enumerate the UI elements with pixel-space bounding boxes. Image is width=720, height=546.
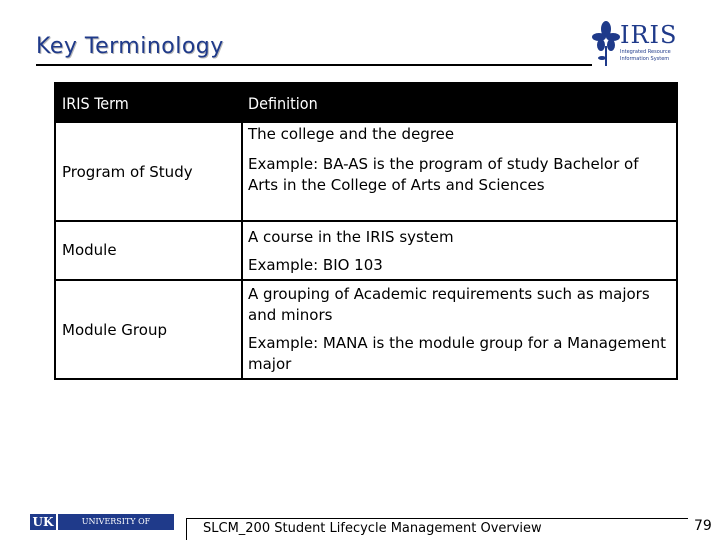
row-divider	[56, 279, 676, 281]
logo-tagline-2: Information System	[620, 56, 670, 62]
uk-logo	[30, 514, 174, 542]
flower-icon	[592, 20, 620, 68]
university-name: UNIVERSITY OF KENTUCKY	[58, 514, 174, 530]
title-underline	[36, 64, 592, 66]
column-divider	[241, 123, 243, 380]
definition-program-of-study-1: The college and the degree	[248, 125, 455, 143]
uk-logo-mark: UK	[30, 514, 56, 530]
definition-program-of-study-2: Example: BA-AS is the program of study Bachelor of Arts in the College of Arts and Sciences	[248, 155, 639, 194]
definition-module-2: Example: BIO 103	[248, 256, 383, 274]
term-module: Module	[62, 241, 117, 259]
header-definition: Definition	[248, 94, 318, 113]
term-module-group: Module Group	[62, 321, 167, 339]
iris-logo	[592, 20, 678, 72]
footer-bar	[186, 518, 688, 540]
logo-tagline-1: Integrated Resource	[620, 49, 671, 55]
logo-wordmark: IRIS	[620, 21, 678, 49]
terminology-table	[54, 82, 678, 380]
definition-module-group-2: Example: MANA is the module group for a Management major	[248, 334, 666, 373]
term-program-of-study: Program of Study	[62, 163, 193, 181]
table-header-row	[56, 84, 676, 123]
row-divider	[56, 220, 676, 222]
slide-title: Key Terminology	[36, 34, 224, 59]
spacer	[241, 148, 676, 149]
row-divider	[56, 121, 676, 123]
course-title: SLCM_200 Student Lifecycle Management Overview	[203, 521, 542, 536]
header-iris-term: IRIS Term	[62, 94, 129, 113]
definition-module-group-1: A grouping of Academic requirements such as majors and minors	[248, 285, 650, 324]
definition-module-1: A course in the IRIS system	[248, 228, 454, 246]
page-number: 79	[694, 518, 712, 534]
